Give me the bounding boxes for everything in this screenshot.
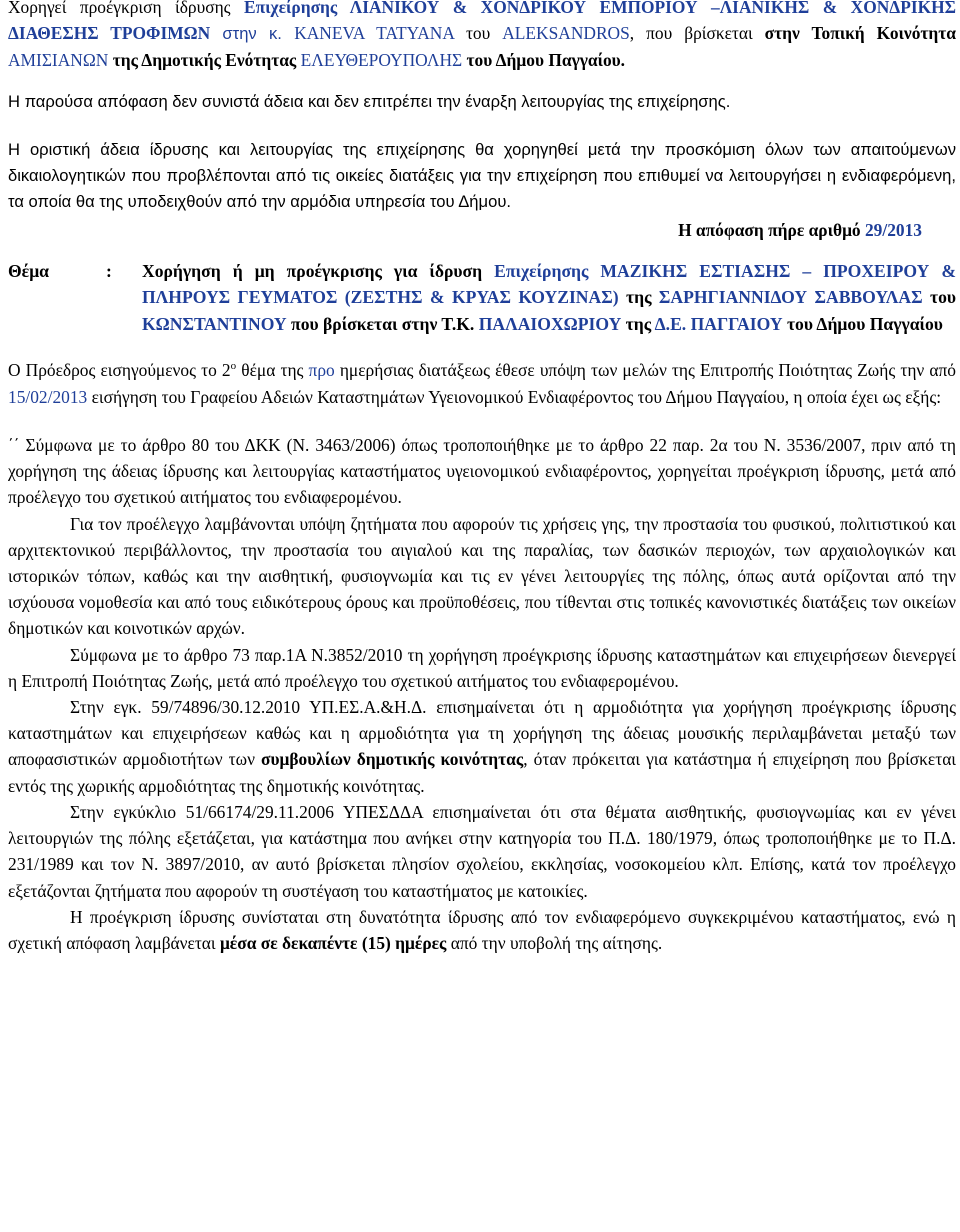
final-license-note: Η οριστική άδεια ίδρυσης και λειτουργίας της επιχείρησης θα χορηγηθεί μετά την προσκόμιση όλων των απαιτούμενων δικαιολογητικών που προβλέπονται από τις οικείες διατάξεις για την επιχείρηση που επιθυμεί να λειτουργήσει η ενδιαφερόμενη, τα οποία θα της υποδειχθούν από την αρμόδια υπηρεσία του Δήμου. <box>8 139 956 212</box>
grant-paragraph: Χορηγεί προέγκριση ίδρυσης Επιχείρησης ΛΙΑΝΙΚΟΥ & ΧΟΝΔΡΙΚΟΥ ΕΜΠΟΡΙΟΥ –ΛΙΑΝΙΚΗΣ & ΧΟΝΔΡΙΚΗΣ ΔΙΑΘΕΣΗΣ ΤΡΟΦΙΜΩΝ στην κ. KANEVA TATYANA του ALEKSANDROS, που βρίσκεται στην Τοπική Κοινότητα ΑΜΙΣΙΑΝΩΝ της Δημοτικής Ενότητας ΕΛΕΥΘΕΡΟΥΠΟΛΗΣ του Δήμου Παγγαίου. <box>8 0 957 71</box>
law-paragraph-2: Για τον προέλεγχο λαμβάνονται υπόψη ζητήματα που αφορούν τις χρήσεις γης, την προστασία του φυσικού, πολιτιστικού και αρχιτεκτονικού περιβάλλοντος, την προστασία του αιγιαλού και της παραλίας, των δασικών περιοχών, των αρχαιολογικών και ιστορικών τόπων, καθώς και την αισθητική, φυσιογνωμία και τις εν γένει λειτουργίες της πόλης, όπως αυτά ορίζονται από την ισχύουσα νομοθεσία και από τους ειδικότερους όρους και προϋποθέσεις, που τίθενται στις τοπικές κανονιστικές διατάξεις των οικείων δημοτικών και κοινοτικών αρχών. <box>8 513 956 639</box>
law-paragraph-4: Στην εγκ. 59/74896/30.12.2010 ΥΠ.ΕΣ.Α.&Η.Δ. επισημαίνεται ότι η αρμοδιότητα για χορήγηση προέγκρισης ίδρυσης καταστημάτων και επιχειρήσεων καθώς και η αρμοδιότητα για τη χορήγηση της άδειας μουσικής περιλαμβάνεται μεταξύ των αποφασιστικών αρμοδιοτήτων των συμβουλίων δημοτικής κοινότητας, όταν πρόκειται για κατάστημα ή επιχείρηση που βρίσκεται εντός της χωρικής αρμοδιότητας της δημοτικής κοινότητας. <box>8 697 956 796</box>
law-paragraph-5: Στην εγκύκλιο 51/66174/29.11.2006 ΥΠΕΣΔΔΑ επισημαίνεται ότι στα θέματα αισθητικής, φυσιογνωμίας και εν γένει λειτουργιών της πόλης εξετάζεται, για κατάστημα που ανήκει στην κατηγορία του Π.Δ. 180/1979, όπως τροποποιήθηκε με το Π.Δ. 231/1989 και τον Ν. 3897/2010, αν αυτό βρίσκεται πλησίον σχολείου, εκκλησίας, νοσοκομείου κλπ. Επίσης, κατά τον προέλεγχο εξετάζονται ζητήματα που αφορούν τη συστέγαση του καταστήματος με κατοικίες. <box>8 801 956 901</box>
not-license-note: Η παρούσα απόφαση δεν συνιστά άδεια και δεν επιτρέπει την έναρξη λειτουργίας της επιχείρησης. <box>8 91 731 111</box>
subject-label: Θέμα <box>8 260 49 281</box>
subject-block <box>8 258 956 337</box>
law-paragraph-3: Σύμφωνα με το άρθρο 73 παρ.1Α Ν.3852/2010 τη χορήγηση προέγκρισης ίδρυσης καταστημάτων και επιχειρήσεων διενεργεί η Επιτροπή Ποιότητας Ζωής, μετά από προέλεγχο του σχετικού αιτήματος του ενδιαφερομένου. <box>8 644 956 691</box>
intro-paragraph: Ο Πρόεδρος εισηγούμενος το $2^o$ θέμα της προ ημερήσιας διατάξεως έθεσε υπόψη των μελών της Επιτροπής Ποιότητας Ζωής την από 15/02/2013 εισήγηση του Γραφείου Αδειών Καταστημάτων Υγειονομικού Ενδιαφέροντος του Δήμου Παγγαίου, η οποία έχει ως εξής: <box>8 360 956 408</box>
decision-number: 29/2013 <box>864 219 922 240</box>
subject-text: Χορήγηση ή μη προέγκρισης για ίδρυση Επιχείρησης ΜΑΖΙΚΗΣ ΕΣΤΙΑΣΗΣ – ΠΡΟΧΕΙΡΟΥ & ΠΛΗΡΟΥΣ ΓΕΥΜΑΤΟΣ (ΖΕΣΤΗΣ & ΚΡΥΑΣ ΚΟΥΖΙΝΑΣ) της ΣΑΡΗΓΙΑΝΝΙΔΟΥ ΣΑΒΒΟΥΛΑΣ του ΚΩΝΣΤΑΝΤΙΝΟΥ που βρίσκεται στην Τ.Κ. ΠΑΛΑΙΟΧΩΡΙΟΥ της Δ.Ε. ΠΑΓΓΑΙΟΥ του Δήμου Παγγαίου <box>142 260 957 334</box>
subject-colon: : <box>106 260 112 281</box>
document-page <box>8 0 956 956</box>
law-paragraph-6: Η προέγκριση ίδρυσης συνίσταται στη δυνατότητα ίδρυσης από τον ενδιαφερόμενο συγκεκριμένου καταστήματος, ενώ η σχετική απόφαση λαμβάνεται μέσα σε δεκαπέντε (15) ημέρες από την υποβολή της αίτησης. <box>8 906 956 953</box>
law-paragraph-1: ΄΄ Σύμφωνα με το άρθρο 80 του ΔΚΚ (Ν. 3463/2006) όπως τροποποιήθηκε με το άρθρο 22 παρ. 2α του Ν. 3536/2007, πριν από τη χορήγηση της άδειας ίδρυσης και λειτουργίας καταστήματος υγειονομικού ενδιαφέροντος, χορηγείται προέγκριση ίδρυσης, μετά από προέλεγχο του σχετικού αιτήματος του ενδιαφερομένου. <box>8 435 956 508</box>
decision-number-line: Η απόφαση πήρε αριθμό 29/2013 <box>678 219 922 240</box>
